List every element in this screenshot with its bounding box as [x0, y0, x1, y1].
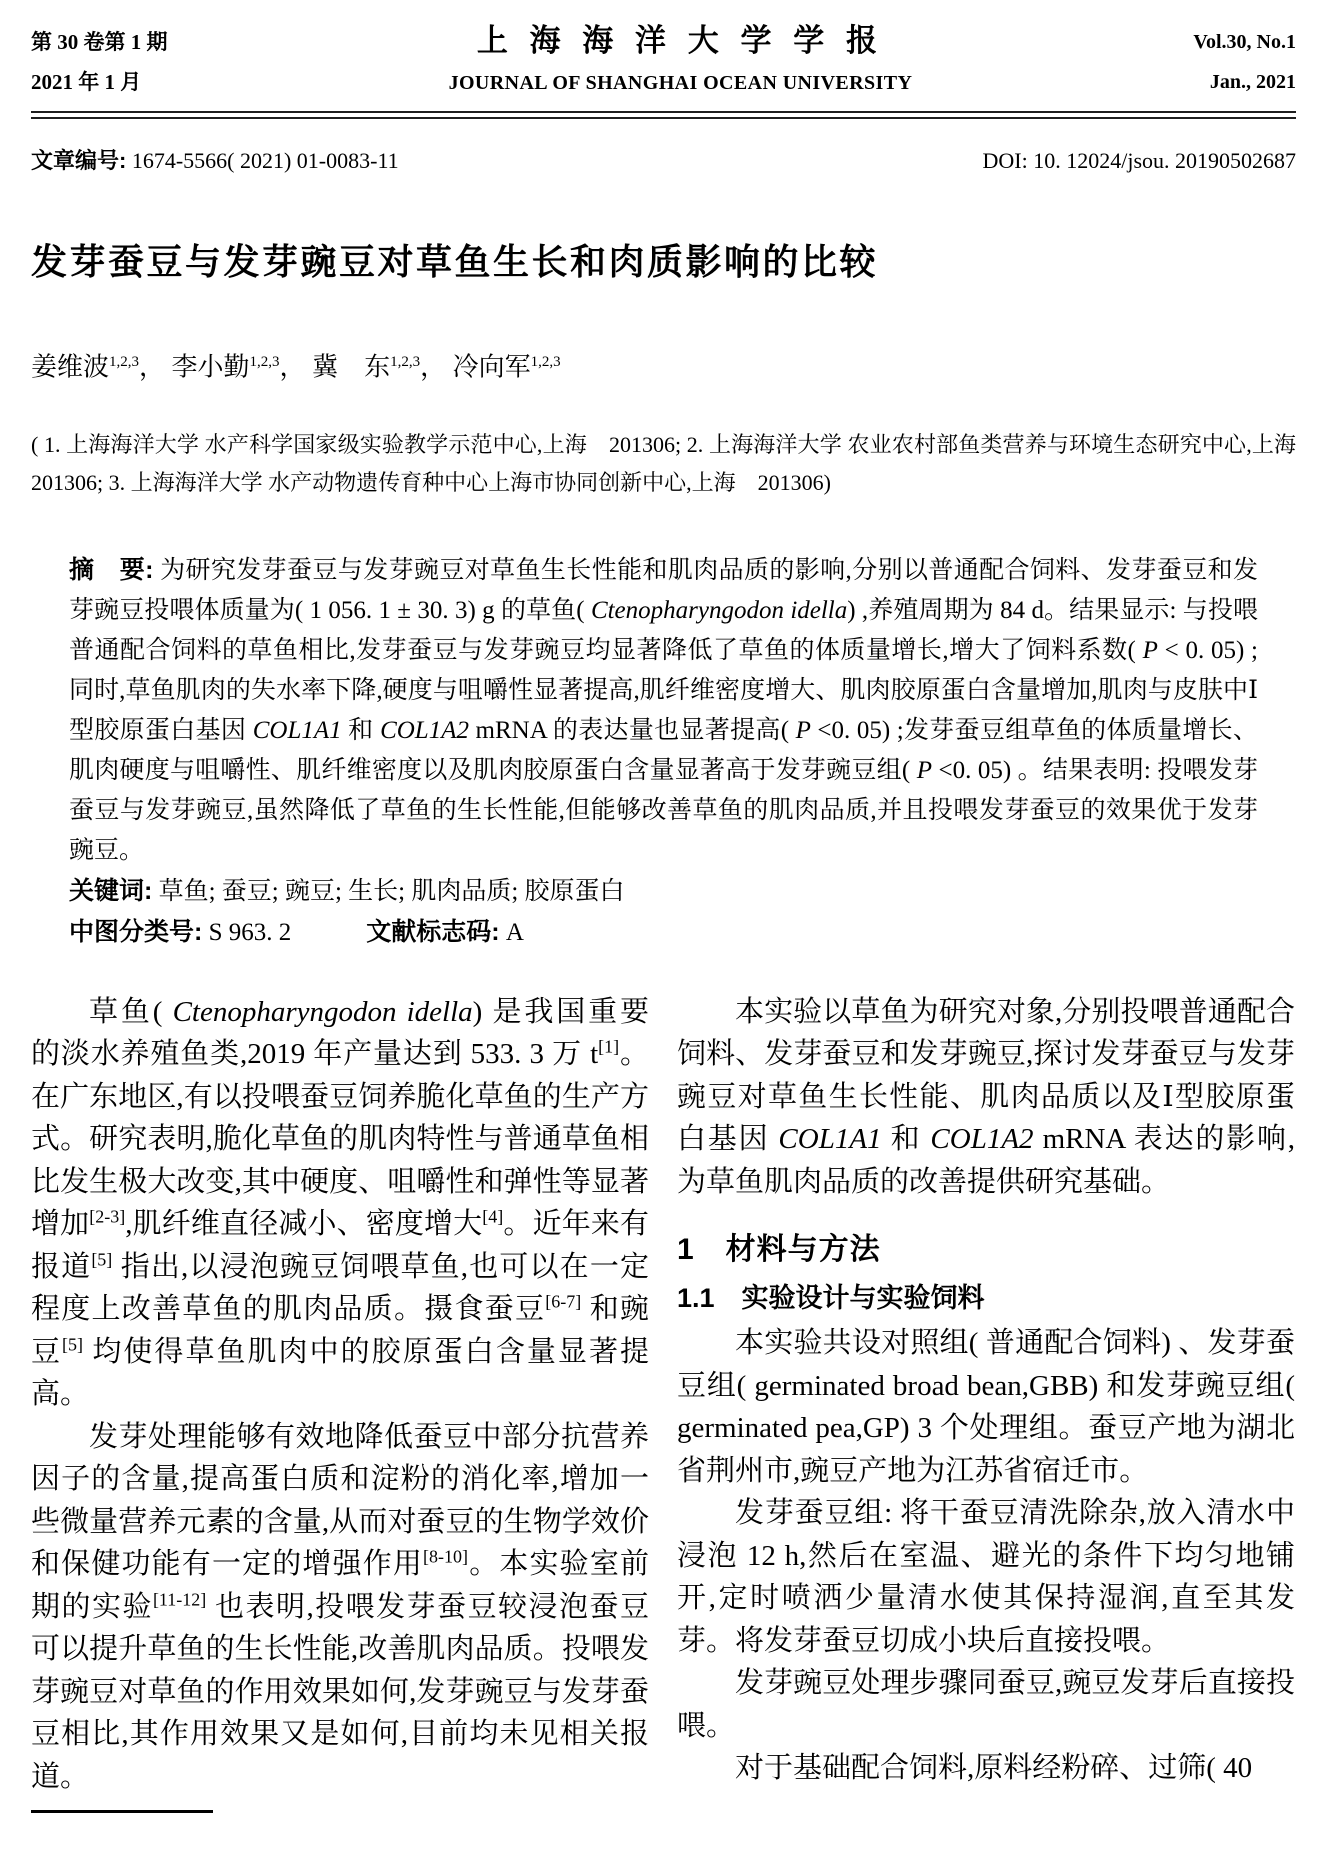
- header-right: [1193, 22, 1296, 102]
- abstract-text: 摘 要: 为研究发芽蚕豆与发芽豌豆对草鱼生长性能和肌肉品质的影响,分别以普通配合饲料、发芽蚕豆和发芽豌豆投喂体质量为( 1 056. 1 ± 30. 3) g 的草鱼( Ctenopharyngodon idella) ,养殖周期为 84 d。结果显示: 与投喂普通配合饲料的草鱼相比,发芽蚕豆与发芽豌豆均显著降低了草鱼的体质量增长,增大了饲料系数( P < 0. 05) ;同时,草鱼肌肉的失水率下降,硬度与咀嚼性显著提高,肌纤维密度增大、肌肉胶原蛋白含量增加,肌肉与皮肤中Ⅰ型胶原蛋白基因 COL1A1 和 COL1A2 mRNA 的表达量也显著提高( P <0. 05) ;发芽蚕豆组草鱼的体质量增长、肌肉硬度与咀嚼性、肌纤维密度以及肌肉胶原蛋白含量显著高于发芽豌豆组( P <0. 05) 。结果表明: 投喂发芽蚕豆与发芽豌豆,虽然降低了草鱼的生长性能,但能够改善草鱼的肌肉品质,并且投喂发芽蚕豆的效果优于发芽豌豆。: [69, 555, 1258, 864]
- body-columns: [31, 991, 1296, 1814]
- keywords-line: 关键词: 草鱼; 蚕豆; 豌豆; 生长; 肌肉品质; 胶原蛋白: [69, 876, 625, 905]
- left-column: [31, 991, 649, 1814]
- journal-title-en: JOURNAL OF SHANGHAI OCEAN UNIVERSITY: [448, 72, 913, 94]
- header-left: [31, 22, 168, 102]
- affiliation: ( 1. 上海海洋大学 水产科学国家级实验教学示范中心,上海 201306; 2. 上海海洋大学 农业农村部鱼类营养与环境生态研究中心,上海 201306; 3. 上海海洋大学 水产动物遗传育种中心上海市协同创新中心,上海 201306): [31, 431, 1319, 495]
- abstract-section: [69, 550, 1258, 953]
- article-id: 文章编号: 1674-5566( 2021) 01-0083-11: [31, 148, 399, 173]
- author-line: 姜维波$^{1,2,3}$， 李小勤$^{1,2,3}$， 冀 东$^{1,2,3}$， 冷向军$^{1,2,3}$: [31, 352, 561, 382]
- header-center: [168, 22, 1194, 98]
- date-cn: 2021 年 1 月: [31, 70, 142, 94]
- classification-line: 中图分类号: S 963. 2 文献标志码: A: [69, 917, 524, 946]
- subsection-heading: 1.1 实验设计与实验饲料: [677, 1283, 985, 1314]
- paragraph: 发芽处理能够有效地降低蚕豆中部分抗营养因子的含量,提高蛋白质和淀粉的消化率,增加一些微量营养元素的含量,从而对蚕豆的生物学效价和保健功能有一定的增强作用[8-10]。本实验室前期的实验[11-12] 也表明,投喂发芽蚕豆较浸泡蚕豆可以提升草鱼的生长性能,改善肌肉品质。投喂发芽豌豆对草鱼的作用效果如何,发芽豌豆与发芽蚕豆相比,其作用效果又是如何,目前均未见相关报道。: [31, 1420, 649, 1793]
- paragraph: 本实验共设对照组( 普通配合饲料) 、发芽蚕豆组( germinated broad bean,GBB) 和发芽豌豆组( germinated pea,GP) 3 个处理组。蚕豆产地为湖北省荆州市,豌豆产地为江苏省宿迁市。: [677, 1327, 1295, 1487]
- paragraph: 草鱼( Ctenopharyngodon idella) 是我国重要的淡水养殖鱼类,2019 年产量达到 533. 3 万 t[1]。在广东地区,有以投喂蚕豆饲养脆化草鱼的生产方式。研究表明,脆化草鱼的肌肉特性与普通草鱼相比发生极大改变,其中硬度、咀嚼性和弹性等显著增加[2-3],肌纤维直径减小、密度增大[4]。近年来有报道[5] 指出,以浸泡豌豆饲喂草鱼,也可以在一定程度上改善草鱼的肌肉品质。摄食蚕豆[6-7] 和豌豆[5] 均使得草鱼肌肉中的胶原蛋白含量显著提高。: [31, 995, 649, 1411]
- volume-issue-cn: 第 30 卷第 1 期: [31, 30, 168, 54]
- paragraph: 发芽豌豆处理步骤同蚕豆,豌豆发芽后直接投喂。: [677, 1667, 1295, 1742]
- section-heading: 1 材料与方法: [677, 1233, 881, 1267]
- paragraph: 本实验以草鱼为研究对象,分别投喂普通配合饲料、发芽蚕豆和发芽豌豆,探讨发芽蚕豆与发芽豌豆对草鱼生长性能、肌肉品质以及Ⅰ型胶原蛋白基因 COL1A1 和 COL1A2 mRNA 表达的影响,为草鱼肌肉品质的改善提供研究基础。: [677, 995, 1295, 1198]
- journal-header: [31, 22, 1296, 102]
- masthead-rule: [31, 111, 1296, 119]
- date-en: Jan., 2021: [1209, 71, 1296, 93]
- paragraph: 对于基础配合饲料,原料经粉碎、过筛( 40: [735, 1752, 1253, 1785]
- volume-issue-en: Vol.30, No.1: [1193, 31, 1296, 53]
- doi: DOI: 10. 12024/jsou. 20190502687: [982, 148, 1296, 173]
- right-column-text: [677, 991, 1295, 1790]
- left-column-text: [31, 991, 649, 1799]
- journal-title-cn: 上 海 海 洋 大 学 学 报: [476, 23, 885, 58]
- paper-title: 发芽蚕豆与发芽豌豆对草鱼生长和肉质影响的比较: [31, 241, 879, 282]
- right-column: [677, 991, 1295, 1814]
- article-meta-row: [31, 146, 1296, 176]
- paragraph: 发芽蚕豆组: 将干蚕豆清洗除杂,放入清水中浸泡 12 h,然后在室温、避光的条件下均匀地铺开,定时喷洒少量清水使其保持湿润,直至其发芽。将发芽蚕豆切成小块后直接投喂。: [677, 1497, 1295, 1657]
- footnote-rule: [31, 1810, 213, 1813]
